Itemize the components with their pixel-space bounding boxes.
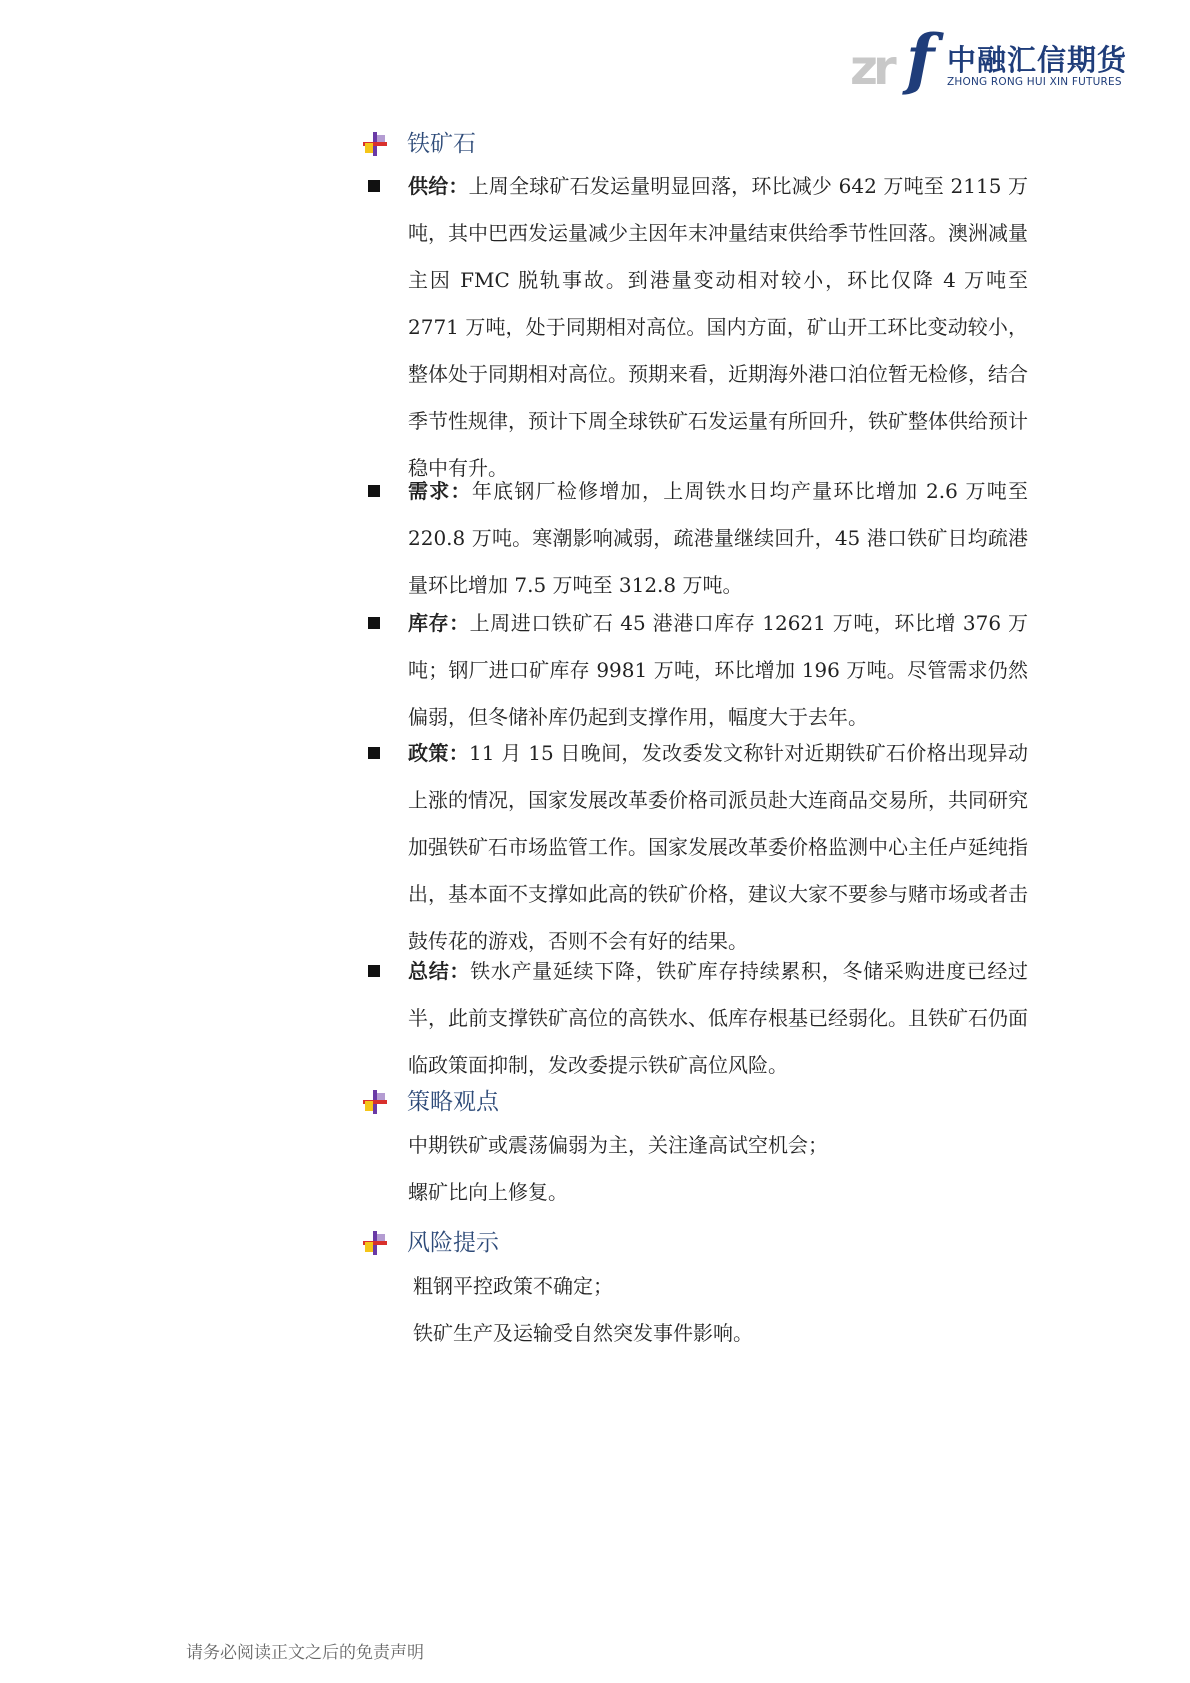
bullet-text bbox=[408, 730, 1028, 965]
footer-disclaimer: 请务必阅读正文之后的免责声明 bbox=[186, 1643, 424, 1663]
bullet-square-icon bbox=[368, 747, 380, 759]
bullet-square-icon bbox=[368, 485, 380, 497]
bullet-text bbox=[408, 600, 1028, 741]
section-title: 风险提示 bbox=[407, 1230, 499, 1256]
bullet-body: 上周全球矿石发运量明显回落，环比减少 642 万吨至 2115 万吨，其中巴西发运量减少主因年末冲量结束供给季节性回落。澳洲减量主因 FMC 脱轨事故。到港量变动相对较小，环比仅降 4 万吨至 2771 万吨，处于同期相对高位。国内方面，矿山开工环比变动较小，整体处于同期相对高位。预期来看，近期海外港口泊位暂无检修，结合季节性规律，预计下周全球铁矿石发运量有所回升，铁矿整体供给预计稳中有升。 bbox=[408, 174, 1028, 480]
bullet-text bbox=[408, 163, 1028, 492]
bullet-square-icon bbox=[368, 965, 380, 977]
strategy-line-1: 中期铁矿或震荡偏弱为主，关注逢高试空机会； bbox=[408, 1133, 828, 1157]
bullet-body: 铁水产量延续下降，铁矿库存持续累积，冬储采购进度已经过半，此前支撑铁矿高位的高铁水、低库存根基已经弱化。且铁矿石仍面临政策面抑制，发改委提示铁矿高位风险。 bbox=[408, 959, 1029, 1077]
logo-zr-mark: zr bbox=[850, 40, 892, 96]
company-name-en: ZHONG RONG HUI XIN FUTURES bbox=[947, 76, 1122, 88]
bullet-body: 年底钢厂检修增加，上周铁水日均产量环比增加 2.6 万吨至 220.8 万吨。寒潮影响减弱，疏港量继续回升，45 港口铁矿日均疏港量环比增加 7.5 万吨至 312.8 万吨。 bbox=[408, 479, 1029, 597]
section-title: 铁矿石 bbox=[407, 131, 476, 157]
risk-line-1: 粗钢平控政策不确定； bbox=[413, 1274, 613, 1298]
bullet-text bbox=[408, 948, 1028, 1089]
section-marker-icon bbox=[363, 1231, 387, 1255]
bullet-label: 库存： bbox=[408, 611, 470, 635]
section-marker-icon bbox=[363, 132, 387, 156]
bullet-body: 11 月 15 日晚间，发改委发文称针对近期铁矿石价格出现异动上涨的情况，国家发展改革委价格司派员赴大连商品交易所，共同研究加强铁矿石市场监管工作。国家发展改革委价格监测中心主任卢延纯指出，基本面不支撑如此高的铁矿价格，建议大家不要参与赌市场或者击鼓传花的游戏，否则不会有好的结果。 bbox=[408, 741, 1028, 953]
section-title: 策略观点 bbox=[407, 1089, 499, 1115]
bullet-label: 供给： bbox=[408, 174, 469, 198]
section-marker-icon bbox=[363, 1090, 387, 1114]
bullet-label: 需求： bbox=[408, 479, 472, 503]
bullet-square-icon bbox=[368, 180, 380, 192]
bullet-square-icon bbox=[368, 617, 380, 629]
company-logo bbox=[850, 20, 1128, 98]
strategy-line-2: 螺矿比向上修复。 bbox=[408, 1180, 568, 1204]
logo-f-mark: f bbox=[906, 20, 935, 98]
bullet-text bbox=[408, 468, 1028, 609]
bullet-label: 总结： bbox=[408, 959, 471, 983]
bullet-body: 上周进口铁矿石 45 港港口库存 12621 万吨，环比增 376 万吨；钢厂进口矿库存 9981 万吨，环比增加 196 万吨。尽管需求仍然偏弱，但冬储补库仍起到支撑作用，幅度大于去年。 bbox=[408, 611, 1029, 729]
company-name-cn: 中融汇信期货 bbox=[947, 43, 1128, 77]
bullet-label: 政策： bbox=[408, 741, 470, 765]
risk-line-2: 铁矿生产及运输受自然突发事件影响。 bbox=[413, 1321, 753, 1345]
